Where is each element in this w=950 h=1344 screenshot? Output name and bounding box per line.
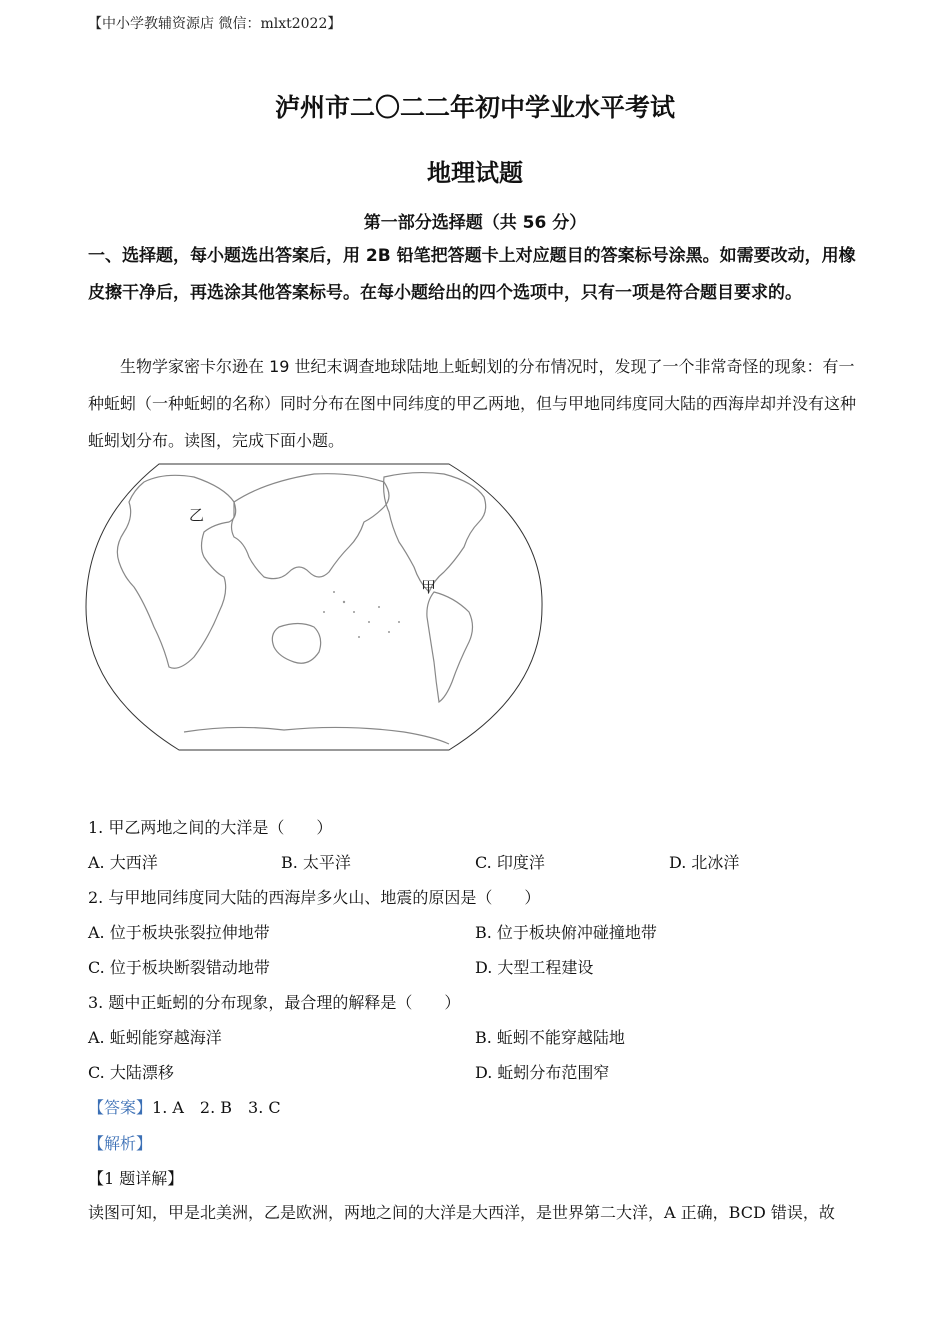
subject-title: 地理试题 (427, 159, 523, 187)
page-title: 泸州市二〇二二年初中学业水平考试 (274, 93, 675, 122)
header-note: 【中小学教辅资源店 微信：mlxt2022】 (88, 16, 342, 32)
detail-label: 【1 题详解】 (88, 1169, 184, 1188)
north-america-coast (384, 473, 486, 592)
q2-option-d[interactable]: D. 大型工程建设 (475, 958, 594, 977)
antarctica-coast (184, 727, 449, 744)
q3-option-d[interactable]: D. 蚯蚓分布范围窄 (475, 1063, 610, 1082)
q2-option-b[interactable]: B. 位于板块俯冲碰撞地带 (475, 923, 657, 942)
question-1-stem: 1. 甲乙两地之间的大洋是（ ） (88, 818, 333, 837)
explanation-text: 读图可知，甲是北美洲，乙是欧洲，两地之间的大洋是大西洋，是世界第二大洋，A 正确，BCD 错误，故 (88, 1203, 835, 1222)
answer-label: 【答案】 (88, 1098, 153, 1117)
q1-option-a[interactable]: A. 大西洋 (88, 853, 158, 872)
question-3-stem: 3. 题中正蚯蚓的分布现象，最合理的解释是（ ） (88, 993, 461, 1012)
pacific-islands (323, 591, 400, 638)
q3-option-a[interactable]: A. 蚯蚓能穿越海洋 (88, 1028, 222, 1047)
q2-option-a[interactable]: A. 位于板块张裂拉伸地带 (88, 923, 270, 942)
answer-line (88, 1095, 281, 1118)
q1-option-d[interactable]: D. 北冰洋 (669, 853, 740, 872)
world-map (84, 462, 544, 752)
analysis-label: 【解析】 (88, 1134, 153, 1153)
australia-coast (272, 624, 320, 664)
asia-coast (232, 474, 390, 579)
map-label-jia: 甲 (421, 578, 437, 596)
africa-europe-coast (117, 475, 235, 668)
q1-option-c[interactable]: C. 印度洋 (475, 853, 545, 872)
south-america-coast (427, 592, 473, 702)
question-intro: 生物学家密卡尔逊在 19 世纪末调查地球陆地上蚯蚓划的分布情况时，发现了一个非常奇怪的现象：有一种蚯蚓（一种蚯蚓的名称）同时分布在图中同纬度的甲乙两地，但与甲地同纬度同大陆的西海岸却并没有这种蚯蚓划分布。读图，完成下面小题。 (88, 357, 857, 450)
q3-option-c[interactable]: C. 大陆漂移 (88, 1063, 174, 1082)
map-frame (86, 464, 542, 750)
q1-option-b[interactable]: B. 太平洋 (281, 853, 351, 872)
q2-option-c[interactable]: C. 位于板块断裂错动地带 (88, 958, 270, 977)
map-label-yi: 乙 (189, 506, 205, 524)
section-instructions: 一、选择题，每小题选出答案后，用 2B 铅笔把答题卡上对应题目的答案标号涂黑。如需要改动，用橡皮擦干净后，再选涂其他答案标号。在每小题给出的四个选项中，只有一项是符合题目要求的。 (88, 246, 856, 303)
q3-option-b[interactable]: B. 蚯蚓不能穿越陆地 (475, 1028, 625, 1047)
answer-text: 1. A 2. B 3. C (152, 1098, 281, 1117)
part-title: 第一部分选择题（共 56 分） (363, 213, 587, 233)
question-2-stem: 2. 与甲地同纬度同大陆的西海岸多火山、地震的原因是（ ） (88, 888, 541, 907)
